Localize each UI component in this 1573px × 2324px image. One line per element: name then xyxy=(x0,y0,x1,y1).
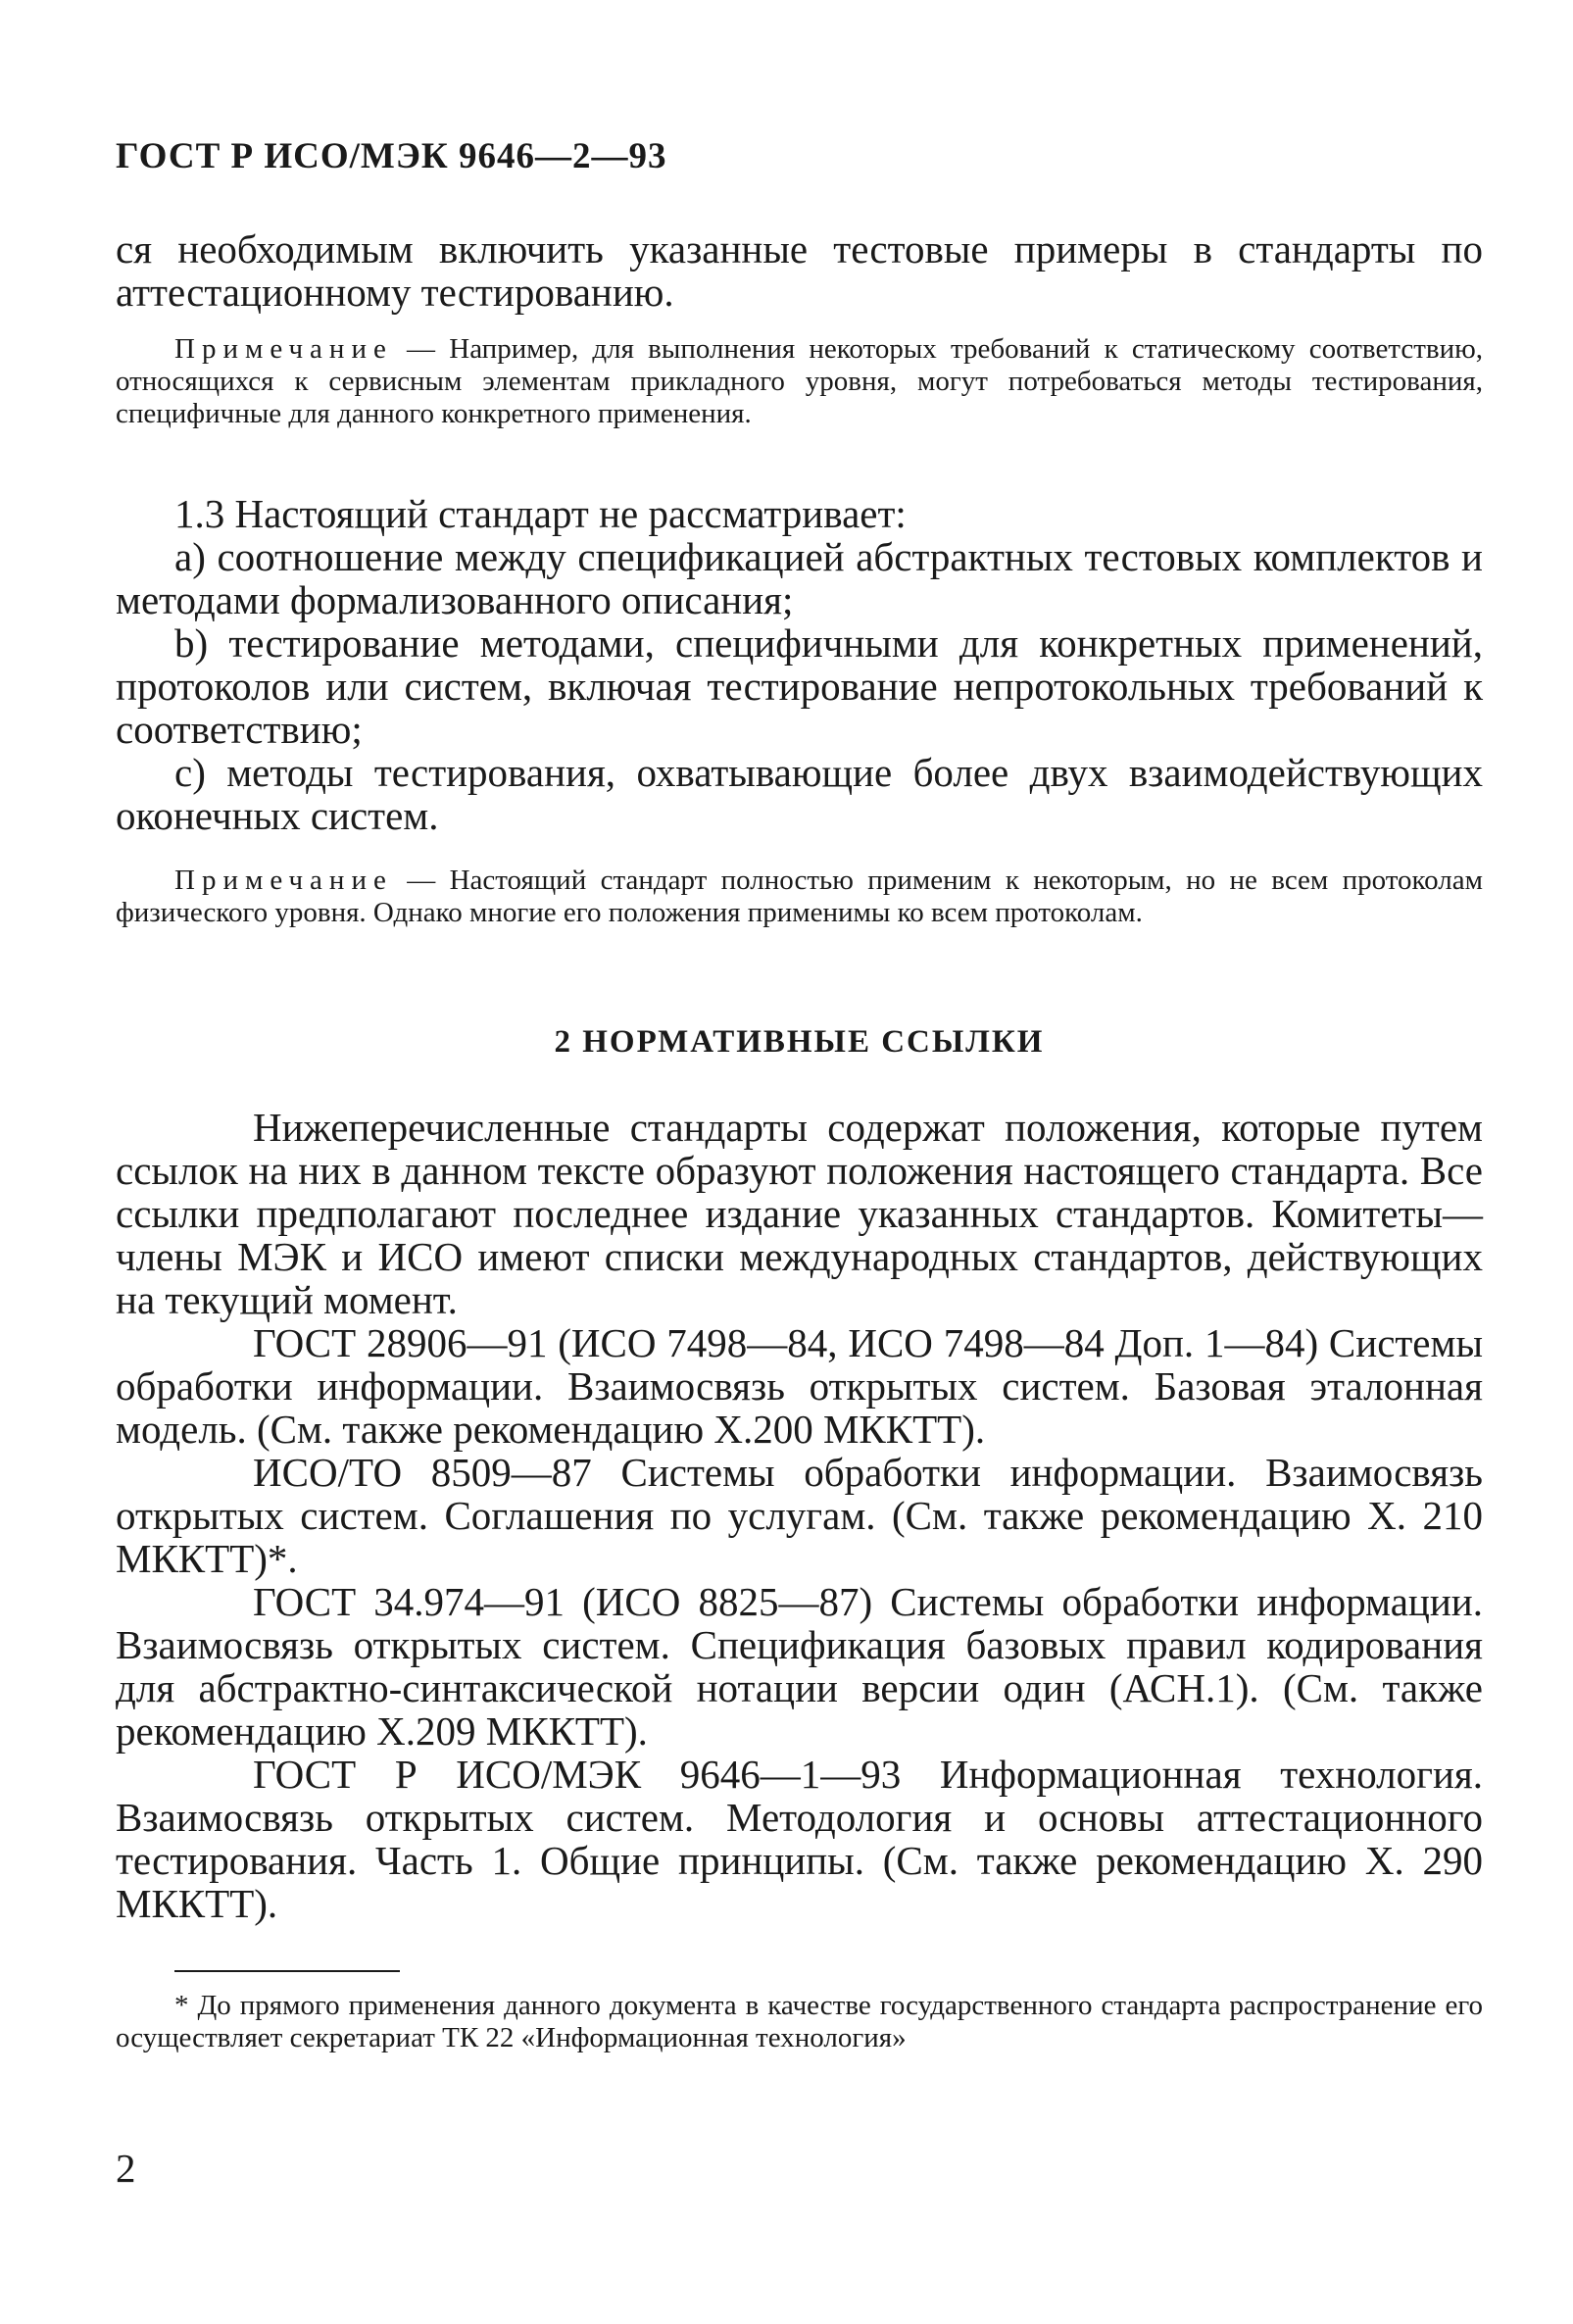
note-1 xyxy=(116,333,1483,430)
clause-item-c: c) методы тестирования, охватывающие более двух взаимодействующих оконечных систем. xyxy=(116,750,1483,838)
section-2-intro: Нижеперечисленные стандарты содержат положения, которые путем ссылок на них в данном тексте образуют положения настоящего стандарта. Все ссылки предполагают последнее издание указанных стандартов. Комитеты— члены МЭК и ИСО имеют списки международных стандартов, действующих на текущий момент. xyxy=(116,1105,1483,1322)
note-2 xyxy=(116,865,1483,929)
note-2-text: Настоящий стандарт полностью применим к некоторым, но не всем протоколам физического уровня. Однако многие его положения применимы ко всем протоколам. xyxy=(116,865,1483,928)
note-2-label: Примечание xyxy=(174,865,393,896)
note-1-dash: — xyxy=(392,333,450,365)
note-1-label: Примечание xyxy=(174,333,393,365)
section-2-body xyxy=(116,1106,1483,1925)
footnote-divider xyxy=(174,1970,400,1972)
page-number: 2 xyxy=(116,2146,136,2191)
note-2-dash: — xyxy=(392,865,450,896)
clause-item-b: b) тестирование методами, специфичными для конкретных применений, протоколов или систем, включая тестирование непротокольных требований к соответствию; xyxy=(116,620,1483,752)
running-title: ГОСТ Р ИСО/МЭК 9646—2—93 xyxy=(116,136,667,176)
reference-item: ГОСТ 28906—91 (ИСО 7498—84, ИСО 7498—84 Доп. 1—84) Системы обработки информации. Взаимосвязь открытых систем. Базовая эталонная модель. (См. также рекомендацию X.200 МККТТ). xyxy=(116,1320,1483,1452)
clause-1-3 xyxy=(116,492,1483,837)
reference-item: ИСО/ТО 8509—87 Системы обработки информации. Взаимосвязь открытых систем. Соглашения по услугам. (См. также рекомендацию X. 210 МККТТ)*. xyxy=(116,1450,1483,1581)
continuation-paragraph: ся необходимым включить указанные тестовые примеры в стандарты по аттестационному тестированию. xyxy=(116,226,1483,315)
section-2-title: 2 НОРМАТИВНЫЕ ССЫЛКИ xyxy=(554,1024,1045,1060)
note-1-text: Например, для выполнения некоторых требований к статическому соответствию, относящихся к сервисным элементам прикладного уровня, могут потребоваться методы тестирования, специфичные для данного конкретного применения. xyxy=(116,333,1484,429)
clause-item-a: a) соотношение между спецификацией абстрактных тестовых комплектов и методами формализованного описания; xyxy=(116,534,1483,622)
reference-item: ГОСТ Р ИСО/МЭК 9646—1—93 Информационная технология. Взаимосвязь открытых систем. Методология и основы аттестационного тестирования. Часть 1. Общие принципы. (См. также рекомендацию X. 290 МККТТ). xyxy=(116,1752,1483,1926)
reference-item: ГОСТ 34.974—91 (ИСО 8825—87) Системы обработки информации. Взаимосвязь открытых систем. Спецификация базовых правил кодирования для абстрактно-синтаксической нотации версии один (АСН.1). (См. также рекомендацию X.209 МККТТ). xyxy=(116,1579,1483,1754)
footnote: * До прямого применения данного документа в качестве государственного стандарта распространение его осуществляет секретариат ТК 22 «Информационная технология» xyxy=(116,1990,1483,2053)
clause-1-3-intro: 1.3 Настоящий стандарт не рассматривает: xyxy=(174,491,907,536)
